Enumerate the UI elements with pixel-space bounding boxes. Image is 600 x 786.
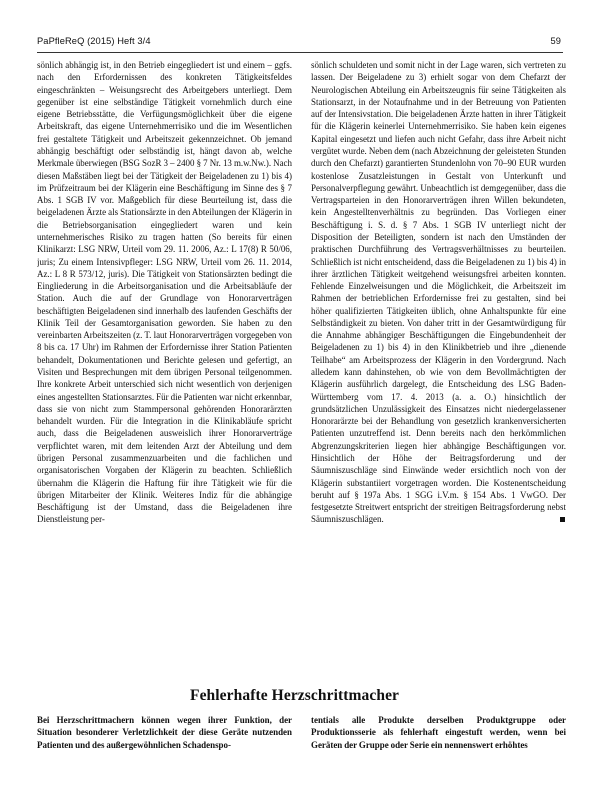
header-rule — [37, 52, 563, 53]
page-number: 59 — [550, 36, 561, 46]
lead-text-right: tentials alle Produkte derselben Produktgruppe oder Produktionsserie als fehlerhaft eingestuft werden, wenn bei Geräten der Gruppe oder Serie ein nennenswert erhöhtes — [311, 715, 566, 750]
lead-text-left: Bei Herzschrittmachern können wegen ihrer Funktion, der Situation besonderer Verletzlichkeit der diese Geräte nutzenden Patienten und des außergewöhnlichen Schadenspo- — [37, 715, 292, 750]
end-of-article-mark — [560, 517, 565, 522]
body-column-left — [37, 59, 292, 679]
journal-issue: PaPfleReQ (2015) Heft 3/4 — [37, 36, 151, 46]
article-title: Fehlerhafte Herzschrittmacher — [190, 687, 400, 704]
body-text-right: sönlich schuldeten und somit nicht in der Lage waren, sich vertreten zu lassen. Der Beigeladene zu 3) erhielt sogar von dem Chefarzt der Neurologischen Abteilung ein Arbeitszeugnis für seine Tätigkeiten als Stationsarzt, in der Notaufnahme und in der Betreuung von Patienten auf der Intensivstation. Die beigeladenen Ärzte hatten in ihrer Tätigkeit für die Klägerin keinerlei Unternehmerrisiko. Sie haben kein eigenes Kapital eingesetzt und liefen auch nicht Gefahr, dass ihre Arbeit nicht vergütet wurde. Neben dem (nach Abzeichnung der geleisteten Stunden durch den Chefarzt) garantierten Stundenlohn von 70–90 EUR wurden kostenlose Zusatzleistungen in Gestalt von Unterkunft und Personalverpflegung gewährt. Unbeachtlich ist demgegenüber, dass die Vertragsparteien in den Honorarverträgen ihren Willen bekundeten, kein Angestelltenverhältnis zu begründen. Das Vorliegen einer Beschäftigung i. S. d. § 7 Abs. 1 SGB IV unterliegt nicht der Disposition der Beteiligten, sondern ist nach den Umständen der praktischen Durchführung des Vertragsverhältnisses zu beurteilen. Schließlich ist nicht entscheidend, dass die Beigeladenen zu 1) bis 4) in ihrer ärztlichen Tätigkeit weitgehend weisungsfrei arbeiten konnten. Fehlende Einzelweisungen und die Möglichkeit, die Arbeitszeit im Rahmen der betrieblichen Erfordernisse frei zu gestalten, sind bei höher qualifizierten Tätigkeiten üblich, ohne Anhaltspunkte für eine Selbständigkeit zu bieten. Von daher tritt in der Gesamtwürdigung für die Annahme abhängiger Beschäftigungen die Eingebundenheit der Beigeladenen zu 1) bis 4) in den Klinikbetrieb und ihre „dienende Teilhabe“ am Arbeitsprozess der Klägerin in den Vordergrund. Nach alledem kann dahinstehen, ob wie von dem Bevollmächtigten der Klägerin ausführlich dargelegt, die Entscheidung des LSG Baden-Württemberg vom 17. 4. 2013 (a. a. O.) hinsichtlich der grundsätzlichen Unzulässigkeit des Einsatzes nicht niedergelassener Honorarärzte bei der Behandlung von gesetzlich krankenversicherten Patienten unzutreffend ist. Denn bereits nach den herkömmlichen Abgrenzungskriterien liegen hier abhängige Beschäftigungen vor. Hinsichtlich der Höhe der Beitragsforderung und der Säumniszuschläge sind Einwände weder ersichtlich noch von der Klägerin substantiiert vorgetragen worden. Die Kostenentscheidung beruht auf § 197a Abs. 1 SGG i.V.m. § 154 Abs. 1 VwGO. Der festgesetzte Streitwert entspricht der streitigen Beitragsforderung nebst Säumniszuschlägen. — [311, 60, 566, 525]
running-head — [37, 36, 563, 50]
body-column-right — [311, 59, 566, 679]
body-text-left: sönlich abhängig ist, in den Betrieb eingegliedert ist und einem – ggfs. nach den Erfordernissen des konkreten Tätigkeitsfeldes eingeschränkten – Weisungsrecht des Arbeitgebers unterliegt. Dem gegenüber ist eine selbständige Tätigkeit vornehmlich durch eine eigene Betriebsstätte, die Verfügungsmöglichkeit über die eigene Arbeitskraft, das eigene Unternehmerrisiko und die im Wesentlichen frei gestaltete Tätigkeit und Arbeitszeit gekennzeichnet. Ob jemand abhängig beschäftigt oder selbständig ist, hängt davon ab, welche Merkmale überwiegen (BSG SozR 3 – 2400 § 7 Nr. 13 m.w.Nw.). Nach diesen Maßstäben liegt bei der Tätigkeit der Beigeladenen zu 1) bis 4) im Prüfzeitraum bei der Klägerin eine Beschäftigung im Sinne des § 7 Abs. 1 SGB IV vor. Maßgeblich für diese Beurteilung ist, dass die beigeladenen Ärzte als Stationsärzte in den Abteilungen der Klägerin in die Betriebsorganisation eingegliedert waren und kein unternehmerisches Risiko zu tragen hatten (So bereits für einen Klinikarzt: LSG NRW, Urteil vom 29. 11. 2006, Az.: L 17(8) R 50/06, juris; Zu einem Intensivpfleger: LSG NRW, Urteil vom 26. 11. 2014, Az.: L 8 R 573/12, juris). Die Tätigkeit von Stationsärzten bedingt die Eingliederung in die Arbeitsorganisation und die Arbeitsabläufe der Station. Auch die auf der Grundlage von Honorarverträgen beschäftigten Beigeladenen sind innerhalb des laufenden Geschäfts der Klinik Teil der Gesamtorganisation geworden. Sie haben zu den vereinbarten Arbeitszeiten (z. T. laut Honorarverträgen vorgegeben von 8 bis ca. 17 Uhr) im Rahmen der Erfordernisse ihrer Station Patienten behandelt, Dokumentationen und Berichte gelesen und gefertigt, an Visiten und Besprechungen mit dem übrigen Personal teilgenommen. Ihre konkrete Arbeit unterschied sich nicht wesentlich von derjenigen eines angestellten Stationsarztes. Für die Patienten war nicht erkennbar, dass sie von nicht zum Stammpersonal gehörenden Honorarärzten behandelt wurden. Für die Integration in die Klinikabläufe spricht auch, dass die Beigeladenen ausweislich ihrer Honorarverträge verpflichtet waren, mit dem leitenden Arzt der Abteilung und dem übrigen Personal zusammenzuarbeiten und die fachlichen und organisatorischen Vorgaben der Klägerin zu beachten. Schließlich übernahm die Klägerin die Haftung für ihre Tätigkeit wie für die übrigen Mitarbeiter der Klinik. Weiteres Indiz für die abhängige Beschäftigung ist der Umstand, dass die Beigeladenen ihre Dienstleistung per- — [37, 60, 292, 525]
